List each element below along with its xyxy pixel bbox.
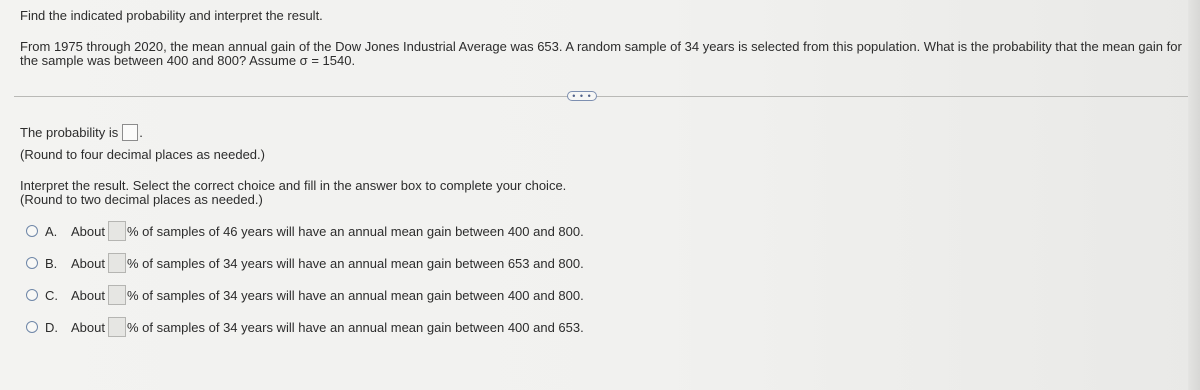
radio-button[interactable] — [26, 225, 38, 237]
more-options-button[interactable]: • • • — [567, 91, 597, 101]
probability-answer-line — [20, 124, 143, 141]
choice-letter: B. — [45, 255, 58, 271]
choice-text: % of samples of 34 years will have an annual mean gain between 400 and 653. — [126, 319, 584, 335]
probability-prompt: The probability is — [20, 125, 119, 140]
choice-letter: D. — [45, 319, 58, 335]
choice-prefix: About — [71, 287, 105, 303]
radio-button[interactable] — [26, 257, 38, 269]
section-divider — [14, 96, 1200, 97]
choice-c[interactable] — [26, 284, 584, 306]
choice-letter: C. — [45, 287, 58, 303]
percent-answer-input[interactable] — [108, 317, 126, 337]
rounding-hint-two: (Round to two decimal places as needed.) — [20, 192, 263, 207]
percent-answer-input[interactable] — [108, 285, 126, 305]
choice-d[interactable] — [26, 316, 584, 338]
percent-answer-input[interactable] — [108, 221, 126, 241]
probability-answer-input[interactable] — [122, 124, 138, 141]
interpret-prompt: Interpret the result. Select the correct choice and fill in the answer box to complete your choice. — [20, 178, 567, 193]
percent-answer-input[interactable] — [108, 253, 126, 273]
choice-b[interactable] — [26, 252, 584, 274]
choice-text: % of samples of 34 years will have an annual mean gain between 400 and 800. — [126, 287, 584, 303]
choice-prefix: About — [71, 255, 105, 271]
rounding-hint-four: (Round to four decimal places as needed.) — [20, 147, 265, 162]
choice-a[interactable] — [26, 220, 584, 242]
choice-prefix: About — [71, 223, 105, 239]
choice-letter: A. — [45, 223, 58, 239]
question-text: From 1975 through 2020, the mean annual gain of the Dow Jones Industrial Average was 653. A random sample of 34 years is selected from this population. What is the probability that the mean gain for the sample was between 400 and 800? Assume σ = 1540. — [20, 39, 1182, 68]
choice-text: % of samples of 34 years will have an annual mean gain between 653 and 800. — [126, 255, 584, 271]
radio-button[interactable] — [26, 321, 38, 333]
instruction-text: Find the indicated probability and interpret the result. — [20, 8, 323, 23]
radio-button[interactable] — [26, 289, 38, 301]
choice-text: % of samples of 46 years will have an annual mean gain between 400 and 800. — [126, 223, 584, 239]
right-edge-shadow — [1188, 0, 1200, 390]
probability-period: . — [139, 125, 143, 140]
choice-prefix: About — [71, 319, 105, 335]
